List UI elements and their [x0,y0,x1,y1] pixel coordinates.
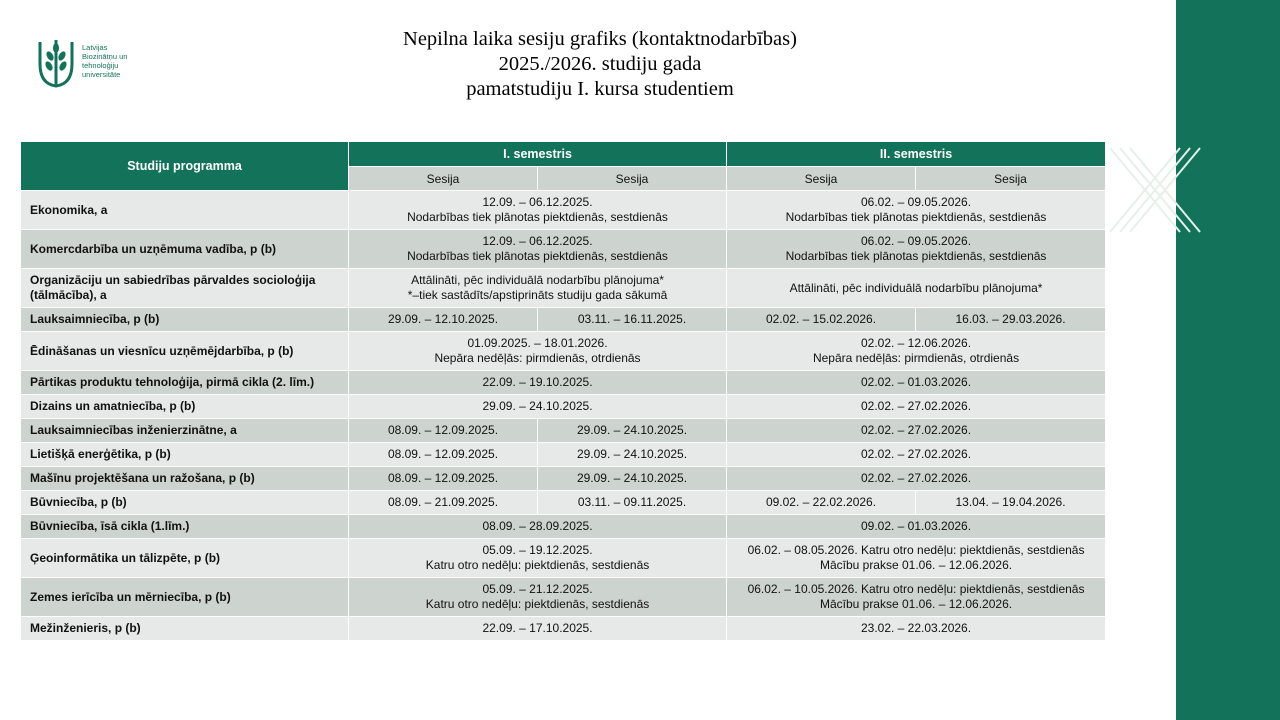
dates: 02.02. – 12.06.2026. [860,336,972,350]
program-name: Pārtikas produktu tehnoloģija, pirmā cikla (2. līm.) [21,371,349,395]
semester-1-cell [349,269,727,308]
dates: 06.02. – 09.05.2026. [860,195,972,209]
logo-line: universitāte [82,70,121,79]
table-row [21,515,1106,539]
program-name [21,269,349,308]
semester-2-cell: 02.02. – 27.02.2026. [727,443,1106,467]
note: Nepāra nedēļās: pirmdienās, otrdienās [434,351,641,365]
semester-1-cell: 08.09. – 28.09.2025. [349,515,727,539]
table-row [21,332,1106,371]
table-row [21,617,1106,641]
header-session: Sesija [349,167,538,191]
decorative-lines-icon [1100,140,1210,240]
title-line-2: 2025./2026. studiju gada [498,53,702,75]
session-cell: 03.11. – 16.11.2025. [538,308,727,332]
note: Nodarbības tiek plānotas piektdienās, sestdienās [785,249,1047,263]
semester-2-cell: 23.02. – 22.03.2026. [727,617,1106,641]
program-name: Lauksaimniecības inženierzinātne, a [21,419,349,443]
table-row [21,443,1106,467]
program-name: Būvniecība, īsā cikla (1.līm.) [21,515,349,539]
header-session: Sesija [727,167,916,191]
header-semester-1: I. semestris [349,142,727,167]
note: Nodarbības tiek plānotas piektdienās, sestdienās [785,210,1047,224]
program-name: Zemes ierīcība un mērniecība, p (b) [21,578,349,617]
note: Nepāra nedēļās: pirmdienās, otrdienās [812,351,1020,365]
semester-2-cell [727,539,1106,578]
program-name: Ēdināšanas un viesnīcu uzņēmējdarbība, p (b) [21,332,349,371]
session-cell: 03.11. – 09.11.2025. [538,491,727,515]
note: Nodarbības tiek plānotas piektdienās, sestdienās [407,210,668,224]
semester-2-cell [727,332,1106,371]
dates: Attālināti, pēc individuālā nodarbību plānojuma* [411,273,664,287]
table-row [21,269,1106,308]
session-schedule-table [20,141,1106,641]
session-cell: 16.03. – 29.03.2026. [916,308,1106,332]
semester-2-cell: Attālināti, pēc individuālā nodarbību plānojuma* [727,269,1106,308]
note: Nodarbības tiek plānotas piektdienās, sestdienās [407,249,668,263]
dates: 12.09. – 06.12.2025. [482,234,593,248]
dates: 06.02. – 08.05.2026. Katru otro nedēļu: piektdienās, sestdienās [747,543,1085,557]
semester-1-cell: 22.09. – 17.10.2025. [349,617,727,641]
program-name: Ekonomika, a [21,191,349,230]
session-cell: 08.09. – 12.09.2025. [349,467,538,491]
semester-2-cell [727,230,1106,269]
note: *–tiek sastādīts/apstiprināts studiju gada sākumā [407,288,668,302]
university-name [82,43,127,79]
logo-line: Latvijas [82,43,108,52]
header-session: Sesija [916,167,1106,191]
dates: 01.09.2025. – 18.01.2026. [467,336,608,350]
semester-2-cell [727,191,1106,230]
session-cell: 09.02. – 22.02.2026. [727,491,916,515]
session-cell: 08.09. – 12.09.2025. [349,419,538,443]
session-cell: 29.09. – 24.10.2025. [538,443,727,467]
note: Mācību prakse 01.06. – 12.06.2026. [819,597,1013,611]
program-name: Mašīnu projektēšana un ražošana, p (b) [21,467,349,491]
semester-1-cell [349,191,727,230]
table-row [21,371,1106,395]
semester-2-cell: 02.02. – 27.02.2026. [727,395,1106,419]
program-name: Dizains un amatniecība, p (b) [21,395,349,419]
program-name-line: Organizāciju un sabiedrības pārvaldes socioloģija [30,273,316,287]
program-name-line: (tālmācība), a [30,288,107,302]
program-name: Lietišķā enerģētika, p (b) [21,443,349,467]
program-name: Lauksaimniecība, p (b) [21,308,349,332]
dates: 06.02. – 10.05.2026. Katru otro nedēļu: piektdienās, sestdienās [747,582,1085,596]
session-cell: 13.04. – 19.04.2026. [916,491,1106,515]
semester-2-cell: 02.02. – 27.02.2026. [727,467,1106,491]
program-name: Komercdarbība un uzņēmuma vadība, p (b) [21,230,349,269]
semester-1-cell: 22.09. – 19.10.2025. [349,371,727,395]
table-row [21,419,1106,443]
header-program: Studiju programma [21,142,349,191]
table-row [21,395,1106,419]
table-row [21,308,1106,332]
note: Mācību prakse 01.06. – 12.06.2026. [819,558,1013,572]
header-session: Sesija [538,167,727,191]
session-cell: 08.09. – 12.09.2025. [349,443,538,467]
semester-2-cell: 09.02. – 01.03.2026. [727,515,1106,539]
session-cell: 08.09. – 21.09.2025. [349,491,538,515]
note: Katru otro nedēļu: piektdienās, sestdienās [425,597,650,611]
table-row [21,191,1106,230]
dates: 06.02. – 09.05.2026. [860,234,972,248]
semester-2-cell [727,578,1106,617]
note: Katru otro nedēļu: piektdienās, sestdienās [425,558,650,572]
semester-1-cell [349,230,727,269]
logo-line: Biozinātņu un [82,52,128,61]
header-semester-2: II. semestris [727,142,1106,167]
program-name: Būvniecība, p (b) [21,491,349,515]
semester-1-cell [349,332,727,371]
page-title [300,27,900,102]
table-row [21,539,1106,578]
title-line-3: pamatstudiju I. kursa studentiem [466,78,734,100]
session-cell: 29.09. – 24.10.2025. [538,467,727,491]
logo-line: tehnoloģiju [82,61,119,70]
table-row [21,230,1106,269]
program-name: Ģeoinformātika un tālizpēte, p (b) [21,539,349,578]
semester-2-cell: 02.02. – 27.02.2026. [727,419,1106,443]
semester-1-cell [349,539,727,578]
dates: 05.09. – 21.12.2025. [482,582,593,596]
semester-1-cell: 29.09. – 24.10.2025. [349,395,727,419]
dates: 12.09. – 06.12.2025. [482,195,593,209]
semester-2-cell: 02.02. – 01.03.2026. [727,371,1106,395]
session-cell: 29.09. – 12.10.2025. [349,308,538,332]
table-row [21,578,1106,617]
dates: 05.09. – 19.12.2025. [482,543,593,557]
program-name: Mežinženieris, p (b) [21,617,349,641]
session-cell: 02.02. – 15.02.2026. [727,308,916,332]
session-cell: 29.09. – 24.10.2025. [538,419,727,443]
semester-1-cell [349,578,727,617]
table-row [21,491,1106,515]
right-accent-band [1176,0,1280,720]
title-line-1: Nepilna laika sesiju grafiks (kontaktnodarbības) [403,28,797,50]
table-row [21,467,1106,491]
